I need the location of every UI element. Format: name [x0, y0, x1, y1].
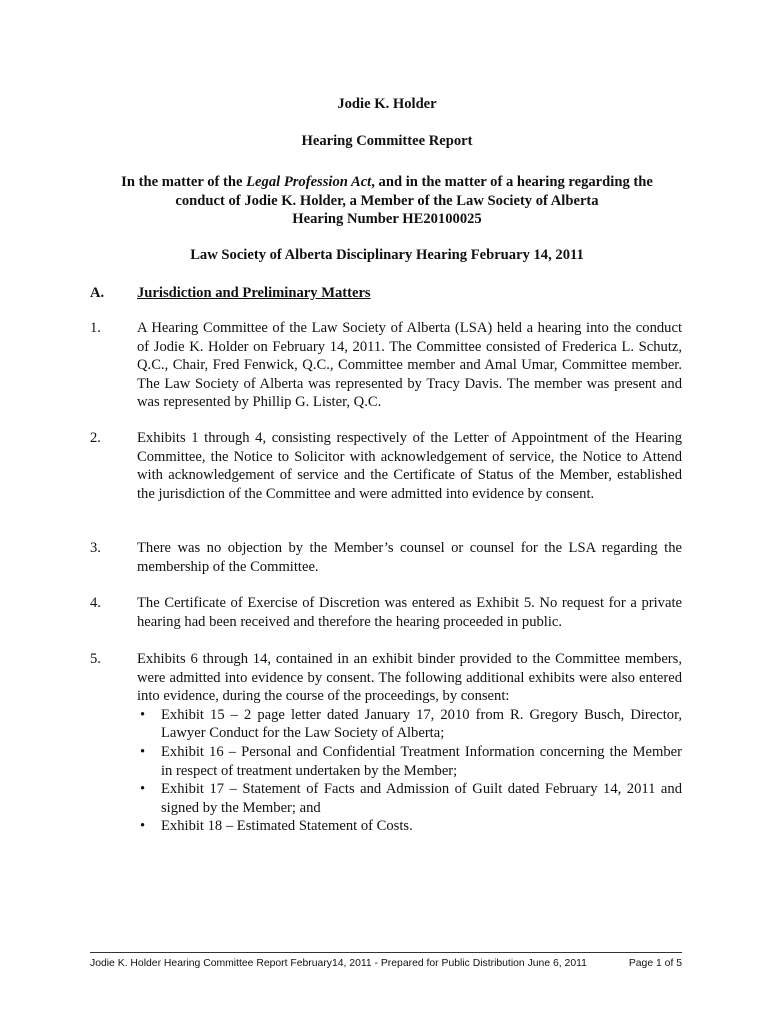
footer-description: Jodie K. Holder Hearing Committee Report February14, 2011 - Prepared for Public Distribution June 6, 2011 [90, 958, 587, 969]
list-item-text: Exhibit 17 – Statement of Facts and Admission of Guilt dated February 14, 2011 and signed by the Member; and [161, 781, 682, 816]
list-item [137, 780, 682, 817]
document-name: Jodie K. Holder [337, 96, 437, 112]
footer-divider [90, 952, 682, 953]
paragraph-1 [90, 319, 682, 412]
bullet-icon: • [140, 743, 146, 760]
paragraph-text: There was no objection by the Member’s counsel or counsel for the LSA regarding the membership of the Committee. [137, 540, 682, 575]
paragraph-text: The Certificate of Exercise of Discretion was entered as Exhibit 5. No request for a private hearing had been received and therefore the hearing proceeded in public. [137, 595, 682, 630]
list-item-text: Exhibit 18 – Estimated Statement of Costs. [161, 818, 413, 835]
paragraph-number: 5. [90, 651, 101, 667]
matter-prefix: In the matter of the [121, 174, 247, 190]
paragraph-text: Exhibits 6 through 14, contained in an exhibit binder provided to the Committee members, were admitted into evidence by consent. The following additional exhibits were also entered into evidence, during the course of the proceedings, by consent: [137, 651, 682, 705]
list-item-text: Exhibit 15 – 2 page letter dated January 17, 2010 from R. Gregory Busch, Director, Lawyer Conduct for the Law Society of Alberta; [161, 706, 682, 742]
paragraph-number: 1. [90, 320, 101, 336]
list-item [137, 706, 682, 743]
list-item [137, 817, 682, 836]
paragraph-3 [90, 539, 682, 576]
paragraph-number: 4. [90, 595, 101, 611]
hearing-date-heading: Law Society of Alberta Disciplinary Hearing February 14, 2011 [190, 247, 584, 263]
paragraph-5 [90, 650, 682, 836]
section-letter: A. [90, 285, 105, 301]
matter-line-1-rest: , and in the matter of a hearing regarding the [371, 174, 653, 190]
paragraph-text: Exhibits 1 through 4, consisting respectively of the Letter of Appointment of the Hearing Committee, the Notice to Solicitor with acknowledgement of service, the Notice to Attend with acknowledgement of service and the Certificate of Status of the Member, established the jurisdiction of the Committee and were admitted into evidence by consent. [137, 430, 682, 502]
report-title: Hearing Committee Report [301, 133, 473, 149]
matter-line-2: conduct of Jodie K. Holder, a Member of the Law Society of Alberta [175, 192, 599, 209]
hearing-number: Hearing Number HE20100025 [292, 211, 482, 228]
paragraph-text: A Hearing Committee of the Law Society of Alberta (LSA) held a hearing into the conduct of Jodie K. Holder on February 14, 2011. The Committee consisted of Frederica L. Schutz, Q.C., Chair, Fred Fenwick, Q.C., Committee member and Amal Umar, Committee member. The Law Society of Alberta was represented by Tracy Davis. The member was present and was represented by Phillip G. Lister, Q.C. [137, 320, 682, 411]
paragraph-4 [90, 594, 682, 631]
page-number: Page 1 of 5 [628, 958, 682, 969]
section-title: Jurisdiction and Preliminary Matters [137, 285, 371, 301]
paragraph-number: 2. [90, 430, 101, 446]
matter-heading [90, 173, 684, 229]
bullet-icon: • [140, 781, 146, 798]
paragraph-number: 3. [90, 540, 101, 556]
matter-line-1 [90, 173, 684, 192]
bullet-icon: • [140, 706, 146, 723]
paragraph-2 [90, 429, 682, 503]
list-item-text: Exhibit 16 – Personal and Confidential Treatment Information concerning the Member in respect of treatment undertaken by the Member; [161, 743, 682, 779]
exhibit-list [137, 706, 682, 836]
matter-act: Legal Profession Act [246, 174, 372, 190]
list-item [137, 743, 682, 780]
bullet-icon: • [140, 818, 146, 835]
